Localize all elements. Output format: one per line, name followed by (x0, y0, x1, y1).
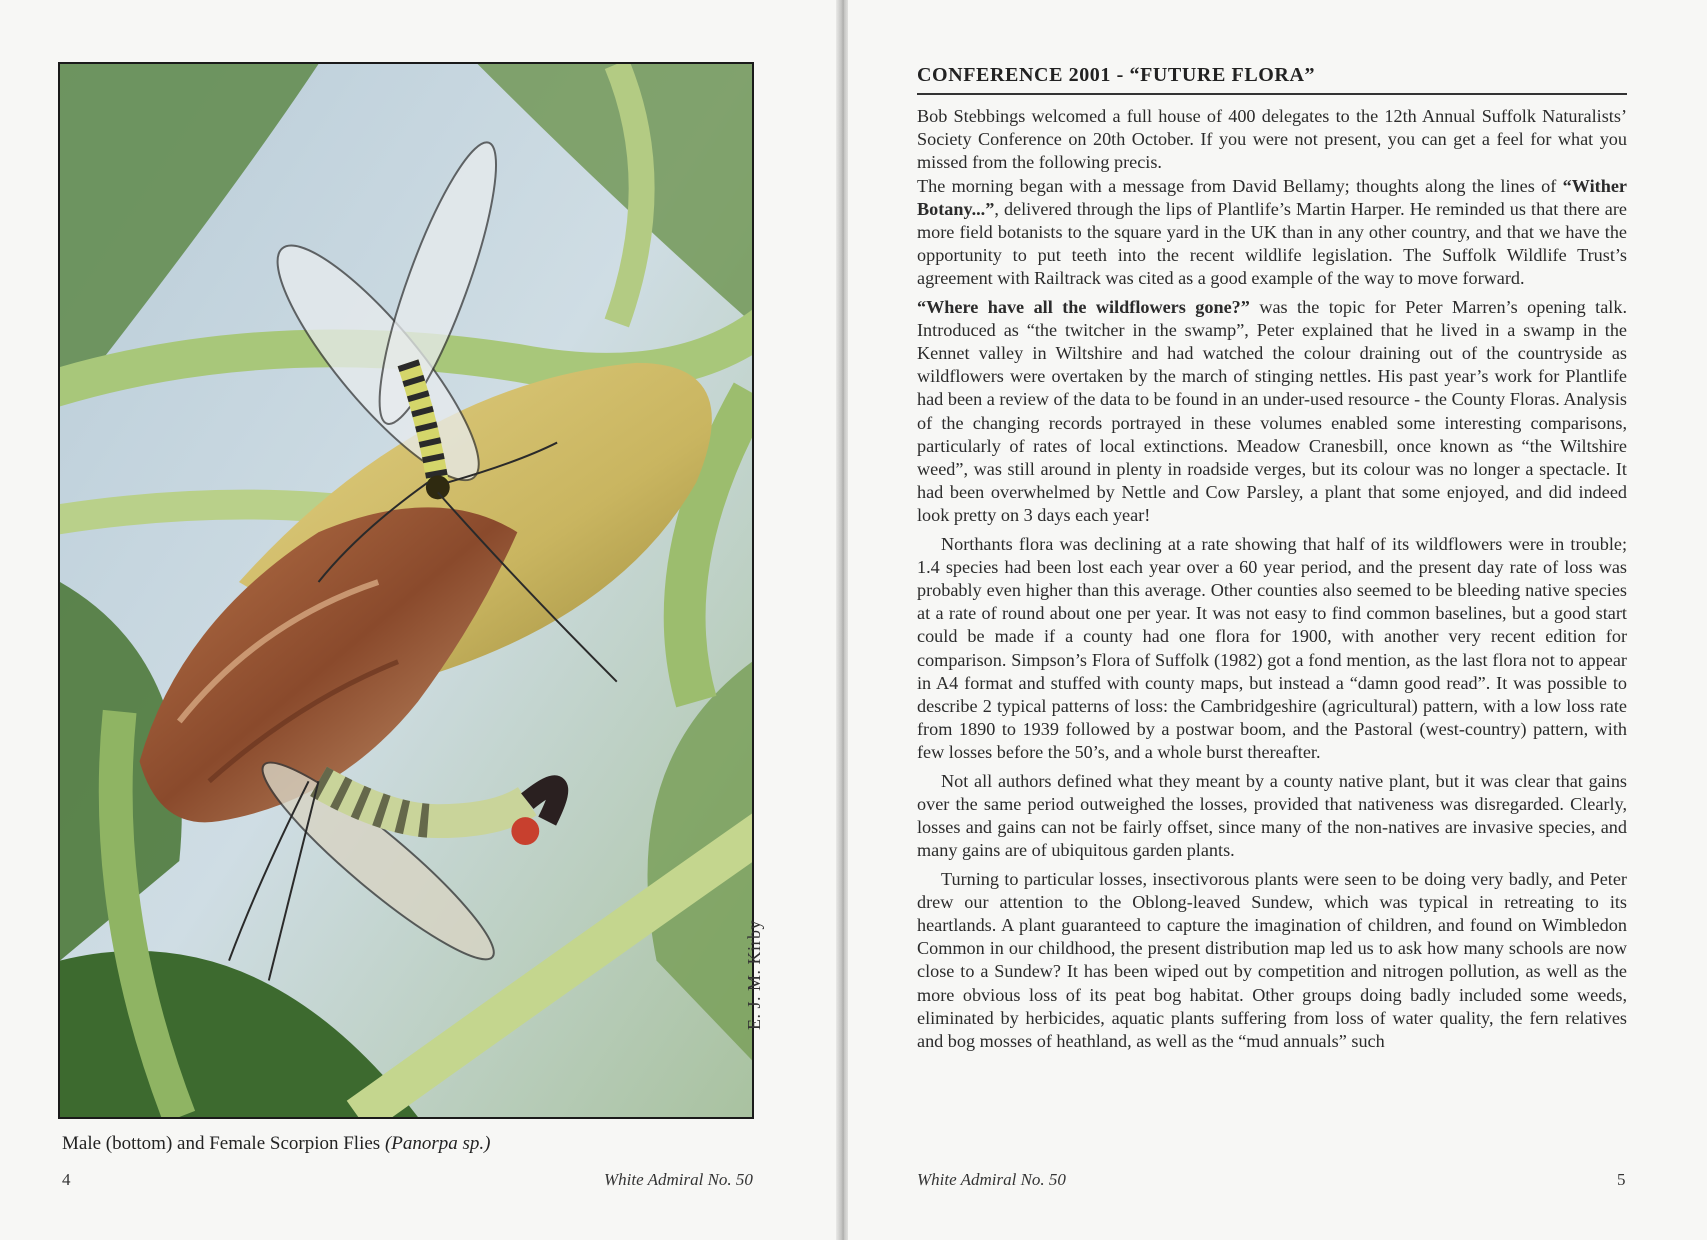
scorpion-flies-photo (58, 62, 754, 1119)
paragraph-2-bold: “Wither Botany...” (917, 175, 1627, 219)
paragraph-3-bold: “Where have all the wildflowers gone?” (917, 296, 1250, 317)
paragraph-2 (917, 175, 1627, 291)
running-title-right: White Admiral No. 50 (917, 1170, 1066, 1189)
photo-illustration (60, 64, 752, 1117)
paragraph-4: Northants flora was declining at a rate showing that half of its wildflowers were in trouble; 1.4 species had been lost each year over a 60 year period, and the present day rate of loss was probably even higher than this average. Other counties also seemed to be bleeding native species at a rate of round about one per year. It was not easy to find common baselines, but a good start could be made if a county had one flora for 1900, with another very recent edition for comparison. Simpson’s Flora of Suffolk (1982) got a fond mention, as the last flora not to appear in A4 format and stuffed with county maps, but instead a “damn good read”. It was possible to describe 2 typical patterns of loss: the Cambridgeshire (agricultural) pattern, with a low loss rate from 1890 to 1939 followed by a postwar boom, and the Pastoral (west-country) pattern, with few losses before the 50’s, and a whole burst thereafter. (917, 533, 1627, 763)
caption-text: Male (bottom) and Female Scorpion Flies (62, 1133, 385, 1154)
paragraph-2-text-a: The morning began with a message from David Bellamy; thoughts along the lines of (917, 175, 1563, 196)
running-title-left: White Admiral No. 50 (604, 1170, 753, 1189)
caption-species: (Panorpa sp.) (384, 1133, 491, 1154)
paragraph-5: Not all authors defined what they meant by a county native plant, but it was clear that gains over the same period outweighed the losses, provided that nativeness was disregarded. Clearly, losses and gains can not be fairly offset, since many of the non-natives are invasive species, and many gains are of ubiquitous garden plants. (917, 770, 1627, 861)
paragraph-3 (917, 296, 1627, 528)
photo-caption (62, 1133, 762, 1155)
paragraph-3-text: was the topic for Peter Marren’s opening talk. Introduced as “the twitcher in the swamp”, Peter explained that he lived in a swamp in the Kennet valley in Wiltshire and had watched the colour draining out of the countryside as wildflowers were overtaken by the march of stinging nettles. His past year’s work for Plantlife had been a review of the data to be found in an under-used resource - the County Floras. Analysis of the changing records portrayed in these volumes enabled some interesting comparisons, particularly of rates of local extinctions. Meadow Cranesbill, once known as “the Wiltshire weed”, was still around in plenty in roadside verges, but its colour was no longer a spectacle. It had been overwhelmed by Nettle and Cow Parsley, a plant that some enjoyed, and did indeed look pretty on 3 days each year! (917, 296, 1627, 526)
left-page (0, 0, 838, 1240)
article-body (917, 105, 1627, 1053)
page-number-right: 5 (1617, 1170, 1626, 1189)
paragraph-6: Turning to particular losses, insectivorous plants were seen to be doing very badly, and Peter drew our attention to the Oblong-leaved Sundew, which was typical in retreating to its heartlands. A plant guaranteed to capture the imagination of children, and found on Wimbledon Common in our childhood, the present distribution map led us to ask how many schools are now close to a Sundew? It has been wiped out by competition and nitrogen pollution, as well as the more obvious loss of its peat bog habitat. Other groups doing badly included some weeds, eliminated by herbicides, aquatic plants suffering from loss of water quality, the fern relatives and bog mosses of heathland, as well as the “mud annuals” such (917, 868, 1627, 1051)
paragraph-2-text-b: , delivered through the lips of Plantlife’s Martin Harper. He reminded us that there are more field botanists to the square yard in the UK than in any other country, and that we have the opportunity to put teeth into the recent wildlife legislation. The Suffolk Wildlife Trust’s agreement with Railtrack was cited as a good example of the way to move forward. (917, 198, 1627, 289)
paragraph-1: Bob Stebbings welcomed a full house of 400 delegates to the 12th Annual Suffolk Naturalists’ Society Conference on 20th October. If you were not present, you can get a feel for what you missed from the following precis. (917, 106, 1627, 173)
article-headline: CONFERENCE 2001 - “FUTURE FLORA” (917, 64, 1627, 95)
article (917, 64, 1627, 1053)
page-number-left: 4 (62, 1170, 71, 1189)
photo-credit: E. J. M. Kirby (744, 920, 764, 1030)
